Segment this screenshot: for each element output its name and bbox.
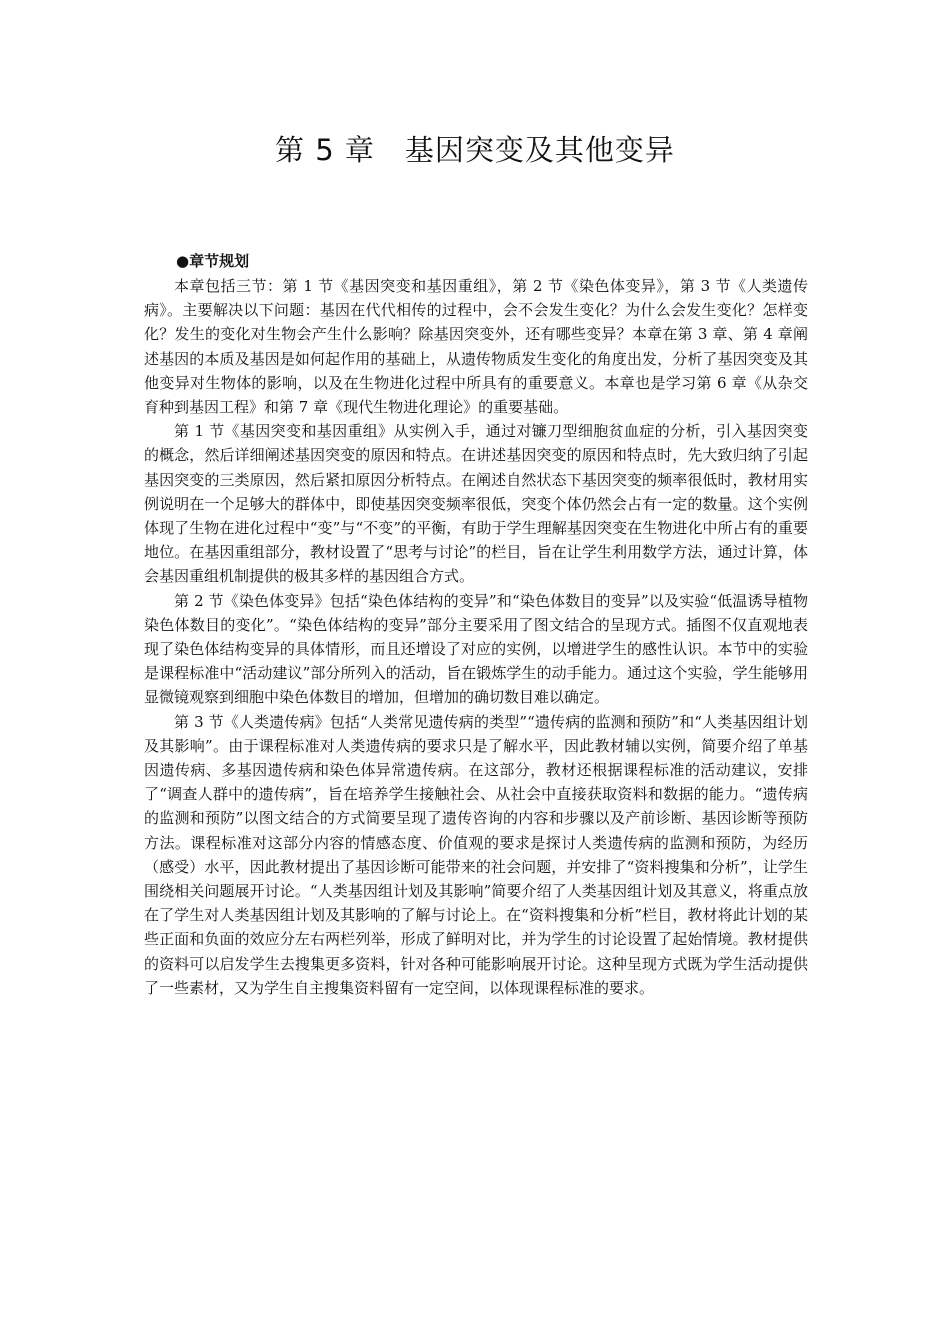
paragraph-section-2: 第 2 节《染色体变异》包括“染色体结构的变异”和“染色体数目的变异”以及实验“低温诱导植物染色体数目的变化”。“染色体结构的变异”部分主要采用了图文结合的呈现方式。插图不仅直观地表现了染色体结构变异的具体情形，而且还增设了对应的实例，以增进学生的感性认识。本节中的实验是课程标准中“活动建议”部分所列入的活动，旨在锻炼学生的动手能力。通过这个实验，学生能够用显微镜观察到细胞中染色体数目的增加，但增加的确切数目难以确定。 — [144, 591, 808, 707]
section-heading: ●章节规划 — [176, 252, 250, 270]
chapter-title: 第 5 章 基因突变及其他变异 — [275, 133, 675, 167]
paragraph-section-1: 第 1 节《基因突变和基因重组》从实例入手，通过对镰刀型细胞贫血症的分析，引入基因突变的概念，然后详细阐述基因突变的原因和特点。在讲述基因突变的原因和特点时，先大致归纳了引起基因突变的三类原因，然后紧扣原因分析特点。在阐述自然状态下基因突变的频率很低时，教材用实例说明在一个足够大的群体中，即使基因突变频率很低，突变个体仍然会占有一定的数量。这个实例体现了生物在进化过程中“变”与“不变”的平衡，有助于学生理解基因突变在生物进化中所占有的重要地位。在基因重组部分，教材设置了“思考与讨论”的栏目，旨在让学生利用数学方法，通过计算，体会基因重组机制提供的极其多样的基因组合方式。 — [144, 422, 808, 586]
chapter-body — [144, 248, 808, 1000]
paragraph-overview: 本章包括三节：第 1 节《基因突变和基因重组》，第 2 节《染色体变异》，第 3 节《人类遗传病》。主要解决以下问题：基因在代代相传的过程中，会不会发生变化？为什么会发生变化？怎样变化？发生的变化对生物会产生什么影响？除基因突变外，还有哪些变异？本章在第 3 章、第 4 章阐述基因的本质及基因是如何起作用的基础上，从遗传物质发生变化的角度出发，分析了基因突变及其他变异对生物体的影响，以及在生物进化过程中所具有的重要意义。本章也是学习第 6 章《从杂交育种到基因工程》和第 7 章《现代生物进化理论》的重要基础。 — [144, 277, 808, 417]
paragraph-section-3: 第 3 节《人类遗传病》包括“人类常见遗传病的类型”“遗传病的监测和预防”和“人类基因组计划及其影响”。由于课程标准对人类遗传病的要求只是了解水平，因此教材辅以实例，简要介绍了单基因遗传病、多基因遗传病和染色体异常遗传病。在这部分，教材还根据课程标准的活动建议，安排了“调查人群中的遗传病”，旨在培养学生接触社会、从社会中直接获取资料和数据的能力。“遗传病的监测和预防”以图文结合的方式简要呈现了遗传咨询的内容和步骤以及产前诊断、基因诊断等预防方法。课程标准对这部分内容的情感态度、价值观的要求是探讨人类遗传病的监测和预防，为经历（感受）水平，因此教材提出了基因诊断可能带来的社会问题，并安排了“资料搜集和分析”，让学生围绕相关问题展开讨论。“人类基因组计划及其影响”简要介绍了人类基因组计划及其意义，将重点放在了学生对人类基因组计划及其影响的了解与讨论上。在“资料搜集和分析”栏目，教材将此计划的某些正面和负面的效应分左右两栏列举，形成了鲜明对比，并为学生的讨论设置了起始情境。教材提供的资料可以启发学生去搜集更多资料，针对各种可能影响展开讨论。这种呈现方式既为学生活动提供了一些素材，又为学生自主搜集资料留有一定空间，以体现课程标准的要求。 — [144, 712, 808, 997]
